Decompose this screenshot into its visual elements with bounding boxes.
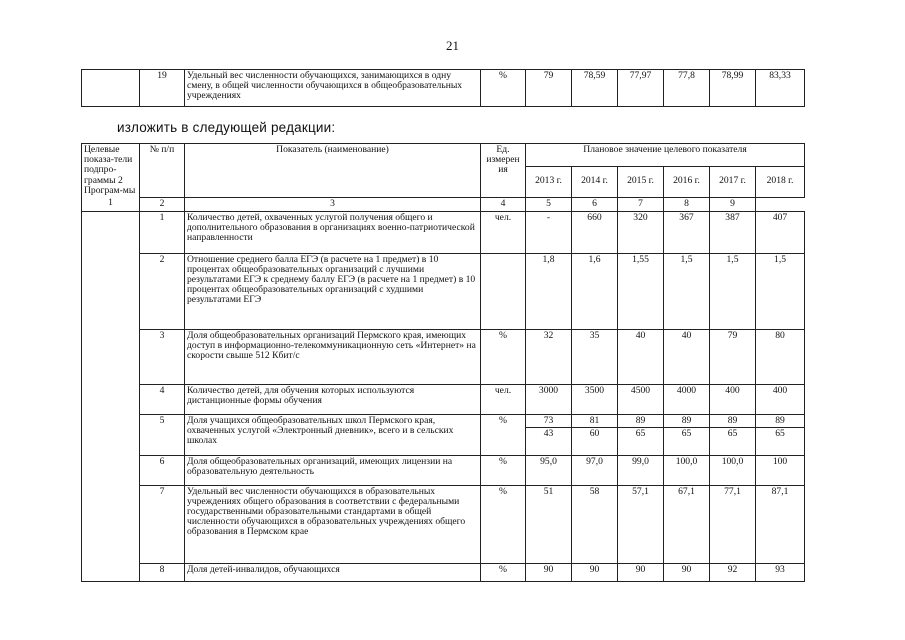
year-header: 2018 г.	[756, 166, 805, 197]
value-cell: 78,99	[710, 70, 756, 107]
value-rural: 65	[727, 427, 738, 439]
unit-cell: чел.	[481, 211, 526, 253]
value-cell: 77,1	[710, 485, 756, 563]
value-cell: 90	[572, 563, 618, 581]
value-cell: 407	[756, 211, 805, 253]
value-cell: 3000	[526, 384, 572, 414]
value-cell: 97,0	[572, 455, 618, 485]
value-cell: 1,55	[618, 253, 664, 329]
unit-cell: %	[481, 485, 526, 563]
column-number: 9	[710, 197, 756, 211]
column-number: 2	[140, 197, 185, 211]
value-cell: 57,1	[618, 485, 664, 563]
target-indicators-column	[82, 211, 140, 581]
row-number: 19	[140, 70, 185, 107]
value-cell: 100,0	[664, 455, 710, 485]
value-cell: 67,1	[664, 485, 710, 563]
value-total: 89	[618, 415, 663, 428]
value-cell: 100,0	[710, 455, 756, 485]
table-row	[82, 384, 805, 414]
row-number: 3	[140, 329, 185, 384]
table-row	[82, 455, 805, 485]
value-cell: 90	[618, 563, 664, 581]
unit-cell: %	[481, 414, 526, 455]
value-cell: 80	[756, 329, 805, 384]
indicator-text: Доля общеобразовательных организаций, имеющих лицензии на образовательную деятельность	[185, 455, 481, 485]
value-cell: 320	[618, 211, 664, 253]
value-cell: 400	[710, 384, 756, 414]
number-header: № п/п	[140, 144, 185, 198]
value-cell: 1,6	[572, 253, 618, 329]
table-row	[82, 485, 805, 563]
value-cell	[664, 414, 710, 455]
year-header: 2015 г.	[618, 166, 664, 197]
table-row	[82, 253, 805, 329]
empty-cell	[82, 70, 140, 107]
value-cell: 387	[710, 211, 756, 253]
unit-cell: %	[481, 329, 526, 384]
value-cell: 51	[526, 485, 572, 563]
value-cell	[572, 414, 618, 455]
value-cell: 40	[618, 329, 664, 384]
indicator-text: Доля учащихся общеобразовательных школ Пермского края, охваченных услугой «Электронный дневник», всего и в сельских школах	[185, 414, 481, 455]
value-total: 89	[664, 415, 709, 428]
value-cell: 4000	[664, 384, 710, 414]
value-cell: 35	[572, 329, 618, 384]
value-cell: 99,0	[618, 455, 664, 485]
value-total: 89	[756, 415, 804, 428]
value-cell	[756, 414, 805, 455]
column-number: 4	[481, 197, 526, 211]
value-total: 73	[526, 415, 571, 428]
plan-header: Плановое значение целевого показателя	[526, 144, 805, 167]
value-cell: 87,1	[756, 485, 805, 563]
value-cell: 367	[664, 211, 710, 253]
indicator-header: Показатель (наименование)	[185, 144, 481, 198]
value-cell: 1,5	[756, 253, 805, 329]
value-cell: 92	[710, 563, 756, 581]
value-cell: 660	[572, 211, 618, 253]
indicator-text: Доля детей-инвалидов, обучающихся	[185, 563, 481, 581]
column-number: 3	[185, 197, 481, 211]
column-number: 6	[572, 197, 618, 211]
year-header: 2013 г.	[526, 166, 572, 197]
value-rural: 43	[543, 427, 554, 439]
value-cell	[710, 414, 756, 455]
value-cell: 40	[664, 329, 710, 384]
value-cell: -	[526, 211, 572, 253]
row-number: 4	[140, 384, 185, 414]
value-cell: 32	[526, 329, 572, 384]
indicator-text: Доля общеобразовательных организаций Пермского края, имеющих доступ в информационно-телекоммуникационную сеть «Интернет» на скорости свыше 512 Кбит/с	[185, 329, 481, 384]
table-row	[82, 563, 805, 581]
row-number: 1	[140, 211, 185, 253]
value-total: 89	[710, 415, 755, 428]
value-rural: 65	[775, 427, 785, 439]
value-cell: 1,5	[710, 253, 756, 329]
unit-cell: %	[481, 70, 526, 107]
indicator-text: Удельный вес численности обучающихся, занимающихся в одну смену, в общей численности обучающихся в общеобразовательных учреждениях	[185, 70, 481, 107]
row-number: 2	[140, 253, 185, 329]
value-rural: 60	[589, 427, 600, 439]
value-rural: 65	[681, 427, 692, 439]
value-cell	[526, 414, 572, 455]
column-number: 8	[664, 197, 710, 211]
indicator-text: Отношение среднего балла ЕГЭ (в расчете на 1 предмет) в 10 процентах общеобразовательных организаций с лучшими результатами ЕГЭ к среднему баллу ЕГЭ (в расчете на 1 предмет) в 10 процентах общеобразовательных организаций с худшими результатами ЕГЭ	[185, 253, 481, 329]
unit-cell: чел.	[481, 384, 526, 414]
value-cell	[618, 414, 664, 455]
value-cell: 83,33	[756, 70, 805, 107]
row-number: 7	[140, 485, 185, 563]
unit-cell: %	[481, 563, 526, 581]
year-header: 2016 г.	[664, 166, 710, 197]
value-cell: 79	[710, 329, 756, 384]
row-number: 6	[140, 455, 185, 485]
value-cell: 95,0	[526, 455, 572, 485]
indicator-text: Количество детей, для обучения которых используются дистанционные формы обучения	[185, 384, 481, 414]
instruction-caption: изложить в следующей редакции:	[117, 120, 336, 135]
year-header: 2017 г.	[710, 166, 756, 197]
page-number: 21	[446, 38, 459, 53]
column-number: 1	[82, 197, 140, 211]
indicators-table	[81, 143, 805, 582]
year-header: 2014 г.	[572, 166, 618, 197]
value-cell: 90	[664, 563, 710, 581]
table-row	[82, 414, 805, 455]
value-cell: 93	[756, 563, 805, 581]
value-cell: 1,5	[664, 253, 710, 329]
value-cell: 77,97	[618, 70, 664, 107]
value-cell: 400	[756, 384, 805, 414]
indicator-text: Количество детей, охваченных услугой получения общего и дополнительного образования в организациях военно-патриотической направленности	[185, 211, 481, 253]
value-cell: 4500	[618, 384, 664, 414]
column-number: 7	[618, 197, 664, 211]
table-row	[82, 329, 805, 384]
unit-cell	[481, 253, 526, 329]
unit-cell: %	[481, 455, 526, 485]
value-cell: 58	[572, 485, 618, 563]
value-cell: 1,8	[526, 253, 572, 329]
value-cell: 78,59	[572, 70, 618, 107]
previous-table-row	[81, 69, 805, 107]
unit-header: Ед. измерен ия	[481, 144, 526, 198]
value-cell: 90	[526, 563, 572, 581]
value-cell: 77,8	[664, 70, 710, 107]
indicator-text: Удельный вес численности обучающихся в образовательных учреждениях общего образования в соответствии с федеральными государственными образовательными стандартами в общей численности обучающихся в образовательных учреждениях общего образования в Пермском крае	[185, 485, 481, 563]
row-number: 8	[140, 563, 185, 581]
value-cell: 3500	[572, 384, 618, 414]
value-rural: 65	[635, 427, 646, 439]
target-indicators-header: Целевые показа-тели подпро-граммы 2 Програм-мы	[82, 144, 140, 198]
value-cell: 100	[756, 455, 805, 485]
column-number: 5	[526, 197, 572, 211]
value-cell: 79	[526, 70, 572, 107]
row-number: 5	[140, 414, 185, 455]
value-total: 81	[572, 415, 617, 428]
table-row	[82, 211, 805, 253]
